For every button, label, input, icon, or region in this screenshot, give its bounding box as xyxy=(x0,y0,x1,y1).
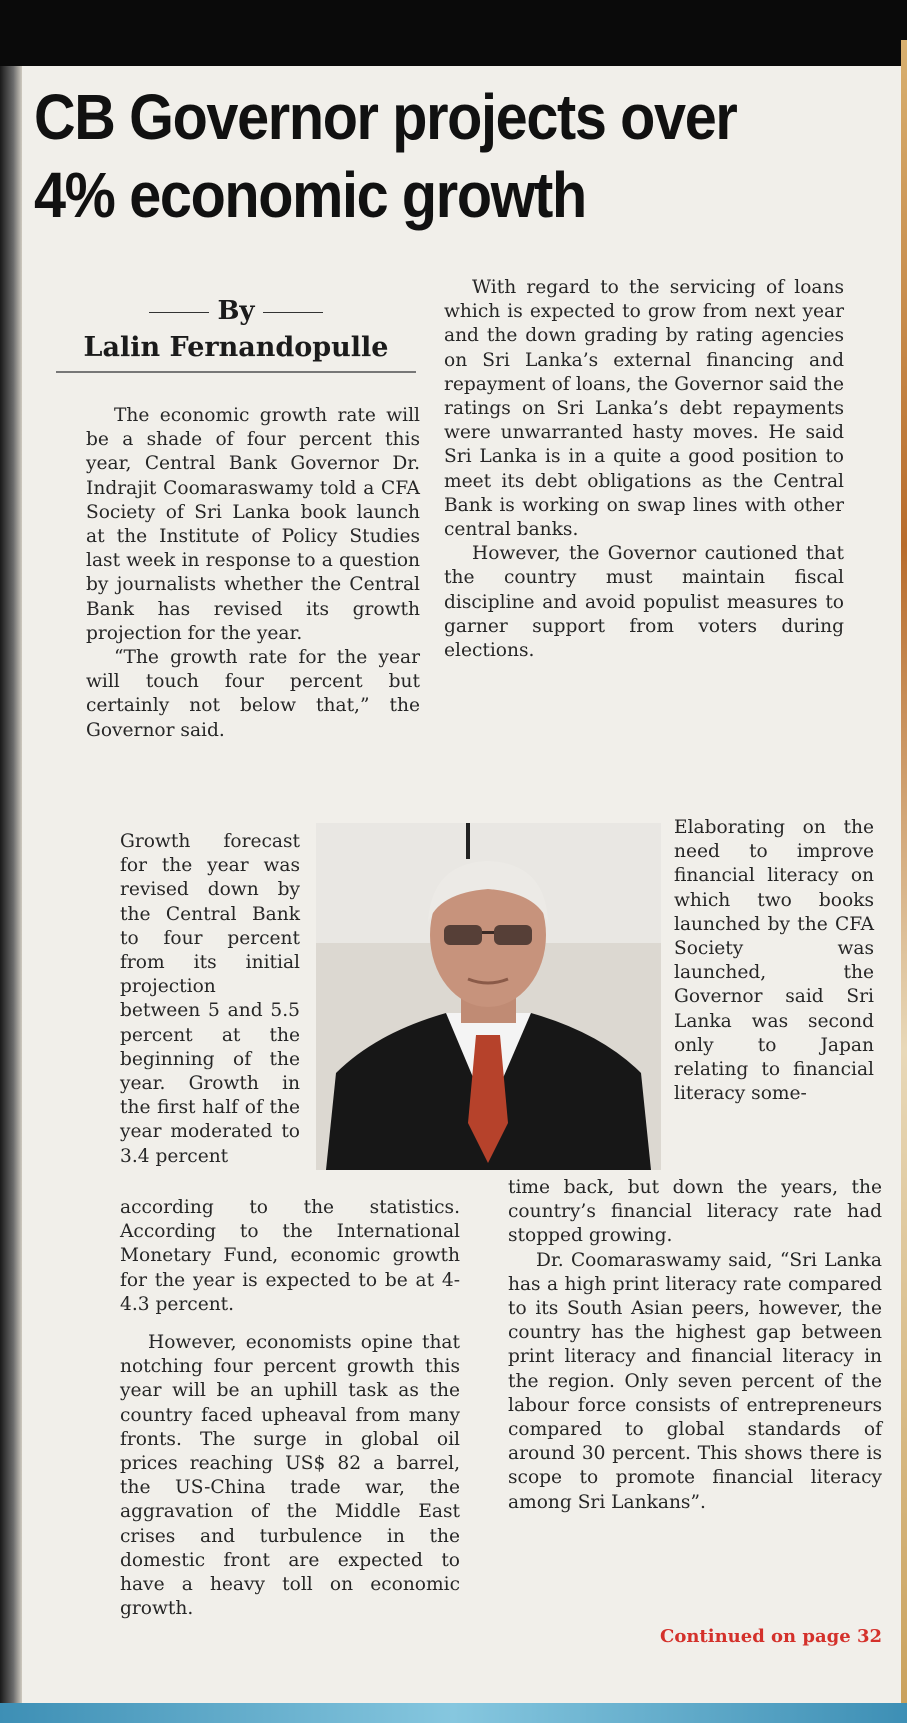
column-1-narrow xyxy=(120,830,300,1169)
paragraph: Dr. Coomaraswamy said, “Sri Lanka has a high print literacy rate compared to its South Asian peers, however, the country has the highest gap between print literacy and financial literacy in the region. Only seven percent of the labour force consists of entrepreneurs compared to global standards of around 30 percent. This shows there is scope to promote financial literacy among Sri Lankans”. xyxy=(508,1249,882,1513)
paragraph: With regard to the servicing of loans which is expected to grow from next year and the down grading by rating agencies on Sri Lanka’s external financing and repayment of loans, the Governor said the ratings on Sri Lanka’s debt repayments were unwarranted hasty moves. He said Sri Lanka is in a quite a good position to meet its debt obligations as the Central Bank is working on swap lines with other central banks. xyxy=(444,277,844,541)
headline: CB Governor projects over 4% economic growth xyxy=(34,81,737,231)
by-label: By xyxy=(217,296,255,326)
continued-on-page-link[interactable]: Continued on page 32 xyxy=(660,1626,883,1647)
by-label-row xyxy=(56,296,416,326)
paragraph: time back, but down the years, the country’s financial literacy rate had stopped growing. xyxy=(508,1177,882,1247)
governor-portrait-photo xyxy=(316,823,661,1170)
byline xyxy=(56,296,416,373)
column-2-narrow xyxy=(674,816,874,1106)
column-1-top xyxy=(86,404,420,743)
paragraph: However, economists opine that notching four percent growth this year will be an uphill task as the country faced upheaval from many fronts. The surge in global oil prices reaching US$ 82 a barrel, the US-China trade war, the aggravation of the Middle East crises and turbulence in the domestic front are expected to have a heavy toll on economic growth. xyxy=(120,1332,460,1620)
page-fold-edge xyxy=(0,66,22,1723)
paragraph: However, the Governor cautioned that the country must maintain fiscal discipline and avoid populist measures to garner support from voters during elections. xyxy=(444,543,844,662)
paragraph: The economic growth rate will be a shade of four percent this year, Central Bank Governor Dr. Indrajit Coomaraswamy told a CFA Society of Sri Lanka book launch at the Institute of Policy Studies last week in response to a question by journalists whether the Central Bank has revised its growth projection for the year. xyxy=(86,405,420,644)
rule-left xyxy=(149,312,209,313)
author-name: Lalin Fernandopulle xyxy=(56,332,416,373)
column-2-top xyxy=(444,276,844,663)
bottom-page-strip xyxy=(0,1703,907,1723)
column-1-bottom xyxy=(120,1196,460,1621)
paragraph: according to the statistics. According to the International Monetary Fund, economic growth for the year is expected to be at 4-4.3 percent. xyxy=(120,1197,460,1315)
portrait-illustration xyxy=(316,823,661,1170)
rule-right xyxy=(263,312,323,313)
paragraph: “The growth rate for the year will touch four percent but certainly not below that,” the Governor said. xyxy=(86,647,420,741)
scan-top-band xyxy=(0,0,907,70)
paragraph: Elaborating on the need to improve financial literacy on which two books launched by the CFA Society was launched, the Governor said Sri Lanka was second only to Japan relating to financial literacy some- xyxy=(674,817,874,1105)
column-2-bottom xyxy=(508,1176,882,1515)
adjacent-page-strip xyxy=(901,40,907,1723)
paragraph: Growth forecast for the year was revised down by the Central Bank to four percent from its initial projection between 5 and 5.5 percent at the beginning of the year. Growth in the first half of the year moderated to 3.4 percent xyxy=(120,831,300,1167)
